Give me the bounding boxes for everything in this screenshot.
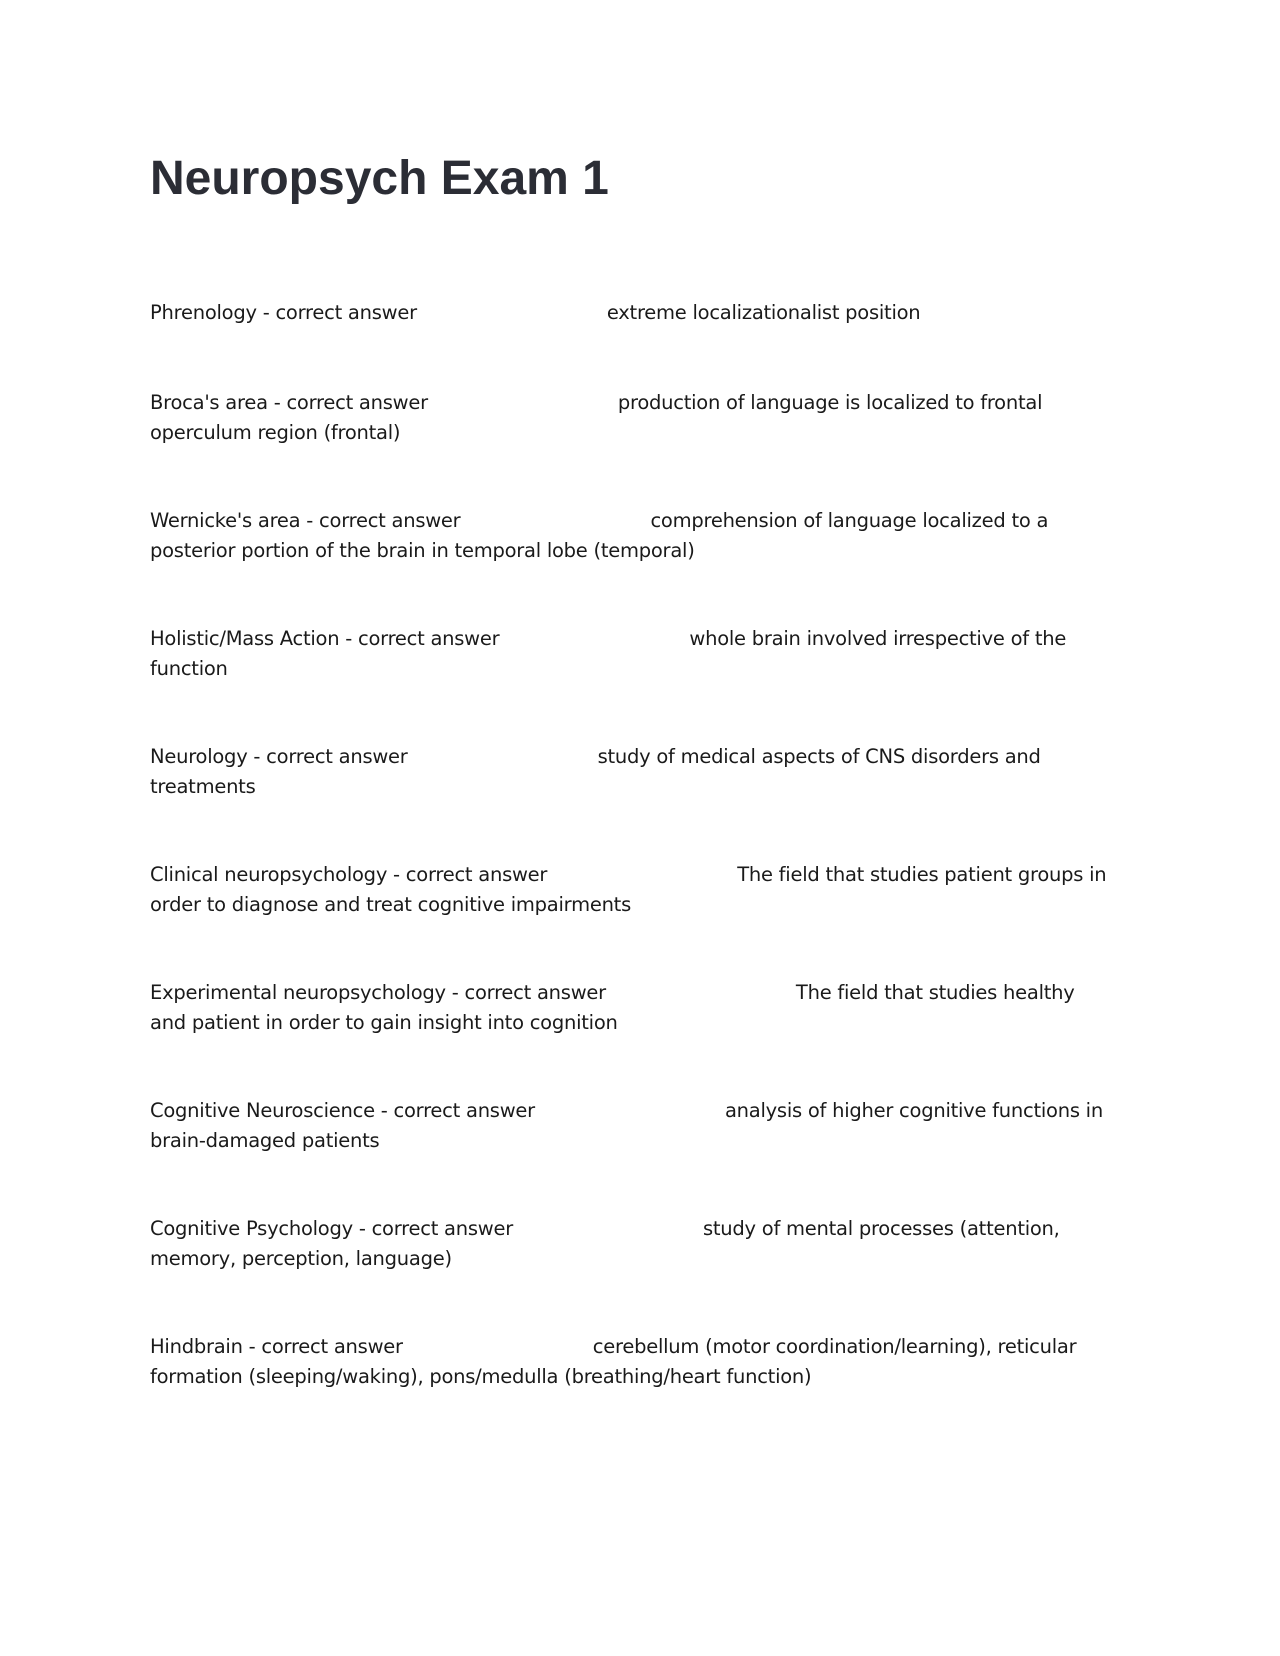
entry-definition: extreme localizationalist position [606, 301, 921, 324]
flashcard-entry [150, 742, 1110, 802]
entry-term: Cognitive Neuroscience - correct answer [150, 1099, 535, 1122]
flashcard-entry [150, 860, 1110, 920]
entry-definition: The field that studies patient groups in order to diagnose and treat cognitive impairments [150, 863, 1107, 916]
entry-term: Hindbrain - correct answer [150, 1335, 403, 1358]
entry-term: Clinical neuropsychology - correct answer [150, 863, 548, 886]
entry-definition: analysis of higher cognitive functions in brain-damaged patients [150, 1099, 1103, 1152]
entry-definition: production of language is localized to frontal operculum region (frontal) [150, 391, 1043, 444]
entry-term: Neurology - correct answer [150, 745, 408, 768]
flashcard-entry [150, 388, 1110, 448]
flashcard-entry [150, 298, 1110, 328]
flashcard-entry [150, 624, 1110, 684]
entry-term: Broca's area - correct answer [150, 391, 428, 414]
entry-definition: comprehension of language localized to a posterior portion of the brain in temporal lobe (temporal) [150, 509, 1049, 562]
entry-term: Cognitive Psychology - correct answer [150, 1217, 513, 1240]
entry-definition: study of mental processes (attention, memory, perception, language) [150, 1217, 1060, 1270]
entry-definition: The field that studies healthy and patient in order to gain insight into cognition [150, 981, 1075, 1034]
flashcard-entry [150, 506, 1110, 566]
entry-definition: whole brain involved irrespective of the function [150, 627, 1067, 680]
entry-term: Holistic/Mass Action - correct answer [150, 627, 500, 650]
flashcard-entry [150, 1096, 1110, 1156]
entry-term: Experimental neuropsychology - correct answer [150, 981, 606, 1004]
entry-definition: study of medical aspects of CNS disorders and treatments [150, 745, 1041, 798]
flashcard-list [150, 298, 1110, 1392]
document-title: Neuropsych Exam 1 [150, 152, 609, 205]
entry-term: Wernicke's area - correct answer [150, 509, 461, 532]
entry-term: Phrenology - correct answer [150, 301, 417, 324]
entry-definition: cerebellum (motor coordination/learning), reticular formation (sleeping/waking), pons/medulla (breathing/heart function) [150, 1335, 1077, 1388]
flashcard-entry [150, 1214, 1110, 1274]
flashcard-entry [150, 1332, 1110, 1392]
flashcard-entry [150, 978, 1110, 1038]
